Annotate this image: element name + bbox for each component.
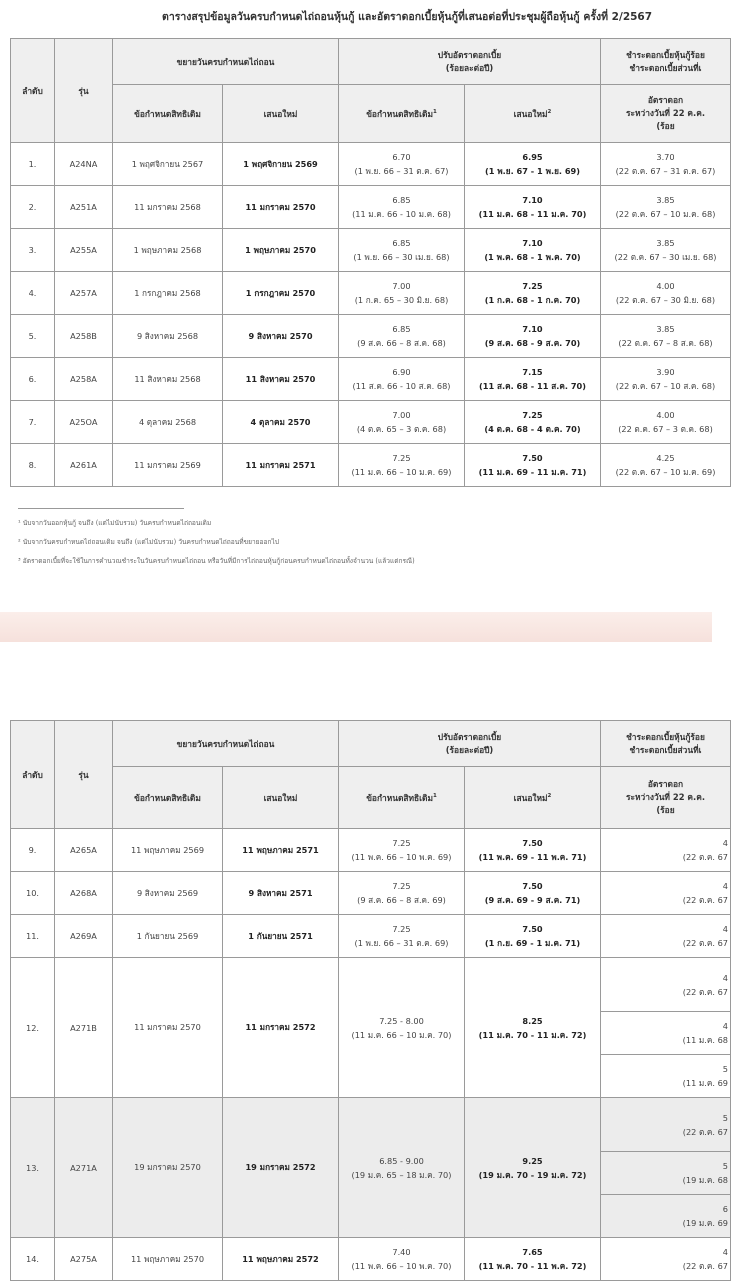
cell-new-rate (465, 1238, 601, 1281)
cell-new-date: 11 มกราคม 2570 (223, 186, 339, 229)
cell-series: A261A (55, 444, 113, 487)
cell-orig-date: 11 พฤษภาคม 2569 (113, 829, 223, 872)
header-pay-line2: ชำระดอกเบี้ยส่วนที่เ (629, 744, 702, 755)
header-pay-group (601, 721, 731, 767)
orig-rate-value: 6.70 (392, 152, 411, 162)
cell-new-rate (465, 872, 601, 915)
cell-new-rate (465, 143, 601, 186)
header-original-date: ข้อกำหนดสิทธิเดิม (113, 767, 223, 829)
footnote-2: ² นับจากวันครบกำหนดไถ่ถอนเดิม จนถึง (แต่ไม่นับรวม) วันครบกำหนดไถ่ถอนที่ขยายออกไป (18, 538, 279, 546)
new-rate-value: 7.50 (522, 881, 543, 891)
cell-pay-rate (601, 358, 731, 401)
cell-new-rate (465, 401, 601, 444)
cell-orig-rate (339, 315, 465, 358)
cell-series: A268A (55, 872, 113, 915)
header-pay-line1: ชำระดอกเบี้ยหุ้นกู้ร้อย (626, 49, 705, 60)
new-rate-period: (4 ต.ค. 68 - 4 ต.ค. 70) (484, 424, 581, 434)
header-rate-line2: (ร้อยละต่อปี) (445, 744, 494, 755)
footnote-ref-1: 1 (432, 108, 437, 115)
header-rate-line1: ปรับอัตราดอกเบี้ย (437, 49, 502, 60)
new-rate-period: (9 ส.ค. 69 - 9 ส.ค. 71) (484, 895, 581, 905)
cell-no: 4. (11, 272, 55, 315)
pay-rate-period: (19 ม.ค. 68 (682, 1175, 728, 1185)
new-rate-value: 9.25 (522, 1155, 543, 1166)
cell-orig-date: 9 สิงหาคม 2568 (113, 315, 223, 358)
cell-no: 13. (11, 1098, 55, 1238)
cell-series: A269A (55, 915, 113, 958)
header-pay-sub-line3: (ร้อย (656, 805, 675, 815)
pay-rate-value: 3.70 (656, 152, 675, 162)
cell-no: 11. (11, 915, 55, 958)
footnotes (18, 508, 698, 574)
header-proposed-rate-label: เสนอใหม่ (513, 108, 548, 119)
pay-rate-period: (22 ต.ค. 67 – 10 ม.ค. 68) (615, 209, 716, 219)
cell-pay-rate (601, 186, 731, 229)
cell-series: A255A (55, 229, 113, 272)
orig-rate-period: (11 พ.ค. 66 – 10 พ.ค. 69) (351, 852, 452, 862)
header-rate-group (339, 721, 601, 767)
header-proposed-date: เสนอใหม่ (223, 85, 339, 143)
table-row (11, 915, 731, 958)
new-rate-period: (1 พ.ย. 67 - 1 พ.ย. 69) (485, 166, 580, 176)
orig-rate-value: 7.00 (392, 410, 411, 420)
cell-new-date: 11 พฤษภาคม 2571 (223, 829, 339, 872)
footnote-1: ¹ นับจากวันออกหุ้นกู้ จนถึง (แต่ไม่นับรวม) วันครบกำหนดไถ่ถอนเดิม (18, 519, 212, 527)
cell-orig-rate (339, 915, 465, 958)
orig-rate-period: (1 พ.ย. 66 – 30 เม.ย. 68) (353, 252, 450, 262)
cell-orig-date: 1 พฤษภาคม 2568 (113, 229, 223, 272)
cell-orig-rate (339, 829, 465, 872)
header-rate-group (339, 39, 601, 85)
new-rate-value: 6.95 (522, 152, 543, 162)
table-row (11, 272, 731, 315)
table-row (11, 1098, 731, 1152)
pay-rate-value: 4 (722, 924, 728, 934)
bond-summary-table-2 (10, 720, 731, 1281)
footnote-ref-1: 1 (432, 792, 437, 799)
header-proposed-rate (465, 767, 601, 829)
cell-orig-rate (339, 1098, 465, 1238)
cell-orig-rate (339, 872, 465, 915)
pay-rate-value: 4.25 (656, 453, 675, 463)
cell-new-date: 9 สิงหาคม 2571 (223, 872, 339, 915)
table-row (11, 1238, 731, 1281)
cell-pay-rate (601, 401, 731, 444)
document-page-1 (0, 0, 717, 612)
cell-new-rate (465, 315, 601, 358)
header-series: รุ่น (55, 39, 113, 143)
cell-new-date: 1 พฤศจิกายน 2569 (223, 143, 339, 186)
table-row (11, 186, 731, 229)
cell-no: 6. (11, 358, 55, 401)
orig-rate-value: 7.25 - 8.00 (379, 1015, 424, 1026)
bond-summary-table-1 (10, 38, 731, 487)
header-no: ลำดับ (11, 39, 55, 143)
new-rate-period: (1 พ.ค. 68 - 1 พ.ค. 70) (484, 252, 581, 262)
new-rate-value: 7.10 (522, 195, 543, 205)
cell-new-rate (465, 186, 601, 229)
cell-orig-rate (339, 143, 465, 186)
orig-rate-period: (1 พ.ย. 66 – 31 ต.ค. 69) (354, 938, 449, 948)
header-original-rate-label: ข้อกำหนดสิทธิเดิม (366, 108, 433, 119)
new-rate-value: 8.25 (522, 1015, 543, 1026)
footnote-divider (18, 508, 184, 509)
pay-rate-value: 4 (722, 881, 728, 891)
cell-new-date: 11 มกราคม 2572 (223, 958, 339, 1098)
pay-rate-value: 5 (722, 1112, 728, 1123)
orig-rate-value: 7.25 (392, 453, 411, 463)
cell-new-rate (465, 958, 601, 1098)
pay-rate-value: 4.00 (656, 281, 675, 291)
cell-series: A275A (55, 1238, 113, 1281)
header-original-date: ข้อกำหนดสิทธิเดิม (113, 85, 223, 143)
page-title: ตารางสรุปข้อมูลวันครบกำหนดไถ่ถอนหุ้นกู้ และอัตราดอกเบี้ยหุ้นกู้ที่เสนอต่อที่ประชุมผู้ถือหุ้นกู้ ครั้งที่ 2/2567 (162, 11, 653, 23)
orig-rate-value: 6.85 (392, 195, 411, 205)
orig-rate-value: 6.85 - 9.00 (379, 1155, 424, 1166)
pay-rate-period: (22 ต.ค. 67 (682, 895, 728, 905)
new-rate-value: 7.25 (522, 410, 543, 420)
new-rate-period: (11 ม.ค. 70 - 11 ม.ค. 72) (478, 1029, 587, 1040)
cell-no: 12. (11, 958, 55, 1098)
pay-rate-period: (22 ต.ค. 67 – 31 ต.ค. 67) (615, 166, 716, 176)
orig-rate-period: (11 ม.ค. 66 – 10 ม.ค. 70) (351, 1029, 452, 1040)
new-rate-period: (11 ม.ค. 69 - 11 ม.ค. 71) (478, 467, 587, 477)
cell-orig-rate (339, 444, 465, 487)
cell-orig-rate (339, 958, 465, 1098)
cell-series: A271B (55, 958, 113, 1098)
cell-orig-date: 1 พฤศจิกายน 2567 (113, 143, 223, 186)
header-pay-line1: ชำระดอกเบี้ยหุ้นกู้ร้อย (626, 731, 705, 742)
header-original-rate (339, 767, 465, 829)
cell-orig-date: 11 พฤษภาคม 2570 (113, 1238, 223, 1281)
footnote-ref-2: 2 (547, 792, 552, 799)
table-row (11, 829, 731, 872)
pay-rate-period: (22 ต.ค. 67 – 10 ม.ค. 69) (615, 467, 716, 477)
page-divider (0, 612, 712, 642)
pay-rate-period: (22 ต.ค. 67 (682, 986, 728, 997)
header-pay-group (601, 39, 731, 85)
pay-rate-value: 3.85 (656, 238, 675, 248)
footnote-3: ³ อัตราดอกเบี้ยที่จะใช้ในการคำนวณชำระในวันครบกำหนดไถ่ถอน หรือวันที่มีการไถ่ถอนหุ้นกู้ก่อนครบกำหนดไถ่ถอนทั้งจำนวน (แล้วแต่กรณี) (18, 557, 415, 565)
cell-new-rate (465, 829, 601, 872)
cell-orig-rate (339, 1238, 465, 1281)
header-rate-line1: ปรับอัตราดอกเบี้ย (437, 731, 502, 742)
cell-new-date: 11 สิงหาคม 2570 (223, 358, 339, 401)
cell-pay-rate (601, 1012, 731, 1055)
pay-rate-value: 4 (722, 838, 728, 848)
cell-series: A265A (55, 829, 113, 872)
table-row (11, 143, 731, 186)
cell-no: 14. (11, 1238, 55, 1281)
cell-pay-rate (601, 272, 731, 315)
header-pay-sub-line1: อัตราดอก (647, 779, 684, 789)
header-pay-sub-line2: ระหว่างวันที่ 22 ค.ค. (625, 792, 705, 802)
cell-orig-date: 4 ตุลาคม 2568 (113, 401, 223, 444)
table-row (11, 872, 731, 915)
cell-series: A251A (55, 186, 113, 229)
orig-rate-value: 7.00 (392, 281, 411, 291)
cell-orig-date: 1 กรกฎาคม 2568 (113, 272, 223, 315)
header-original-rate-label: ข้อกำหนดสิทธิเดิม (366, 792, 433, 803)
cell-new-date: 1 กรกฎาคม 2570 (223, 272, 339, 315)
orig-rate-period: (9 ส.ค. 66 – 8 ส.ค. 69) (357, 895, 446, 905)
header-pay-sub (601, 767, 731, 829)
cell-pay-rate (601, 915, 731, 958)
pay-rate-value: 3.85 (656, 324, 675, 334)
orig-rate-value: 7.25 (392, 881, 411, 891)
cell-new-rate (465, 1098, 601, 1238)
cell-series: A258B (55, 315, 113, 358)
orig-rate-value: 7.40 (392, 1247, 411, 1257)
cell-orig-rate (339, 229, 465, 272)
cell-no: 1. (11, 143, 55, 186)
new-rate-period: (11 ส.ค. 68 - 11 ส.ค. 70) (479, 381, 586, 391)
cell-pay-rate (601, 315, 731, 358)
new-rate-value: 7.10 (522, 238, 543, 248)
footnote-ref-2: 2 (547, 108, 552, 115)
header-extend-group: ขยายวันครบกำหนดไถ่ถอน (113, 721, 339, 767)
cell-orig-date: 11 สิงหาคม 2568 (113, 358, 223, 401)
pay-rate-value: 4 (722, 1247, 728, 1257)
cell-new-date: 4 ตุลาคม 2570 (223, 401, 339, 444)
cell-new-rate (465, 915, 601, 958)
new-rate-period: (11 พ.ค. 70 - 11 พ.ค. 72) (478, 1261, 587, 1271)
new-rate-value: 7.15 (522, 367, 543, 377)
cell-new-date: 1 กันยายน 2571 (223, 915, 339, 958)
pay-rate-period: (22 ต.ค. 67 – 3 ต.ค. 68) (618, 424, 713, 434)
cell-orig-rate (339, 358, 465, 401)
pay-rate-value: 4.00 (656, 410, 675, 420)
cell-pay-rate (601, 1055, 731, 1098)
cell-new-rate (465, 229, 601, 272)
new-rate-period: (1 ก.ค. 68 - 1 ก.ค. 70) (484, 295, 581, 305)
orig-rate-value: 7.25 (392, 838, 411, 848)
orig-rate-period: (9 ส.ค. 66 – 8 ส.ค. 68) (357, 338, 446, 348)
orig-rate-period: (19 ม.ค. 65 – 18 ม.ค. 70) (351, 1169, 452, 1180)
pay-rate-period: (22 ต.ค. 67 (682, 852, 728, 862)
header-pay-sub-line2: ระหว่างวันที่ 22 ค.ค. (625, 108, 705, 118)
orig-rate-value: 7.25 (392, 924, 411, 934)
orig-rate-period: (11 พ.ค. 66 – 10 พ.ค. 70) (351, 1261, 452, 1271)
cell-new-date: 1 พฤษภาคม 2570 (223, 229, 339, 272)
cell-orig-date: 11 มกราคม 2569 (113, 444, 223, 487)
orig-rate-value: 6.90 (392, 367, 411, 377)
header-series: รุ่น (55, 721, 113, 829)
cell-series: A271A (55, 1098, 113, 1238)
cell-pay-rate (601, 872, 731, 915)
cell-new-rate (465, 358, 601, 401)
header-extend-group: ขยายวันครบกำหนดไถ่ถอน (113, 39, 339, 85)
pay-rate-value: 6 (722, 1204, 728, 1214)
table-row (11, 229, 731, 272)
pay-rate-value: 5 (722, 1161, 728, 1171)
table-row (11, 958, 731, 1012)
header-rate-line2: (ร้อยละต่อปี) (445, 62, 494, 73)
pay-rate-value: 4 (722, 972, 728, 983)
cell-orig-date: 11 มกราคม 2568 (113, 186, 223, 229)
header-pay-sub-line1: อัตราดอก (647, 95, 684, 105)
cell-pay-rate (601, 829, 731, 872)
pay-rate-value: 3.90 (656, 367, 675, 377)
cell-orig-date: 19 มกราคม 2570 (113, 1098, 223, 1238)
cell-series: A25OA (55, 401, 113, 444)
cell-pay-rate (601, 1152, 731, 1195)
cell-new-rate (465, 272, 601, 315)
cell-new-date: 11 มกราคม 2571 (223, 444, 339, 487)
cell-no: 10. (11, 872, 55, 915)
new-rate-value: 7.50 (522, 838, 543, 848)
cell-orig-rate (339, 401, 465, 444)
table-row (11, 444, 731, 487)
pay-rate-period: (22 ต.ค. 67 – 8 ส.ค. 68) (618, 338, 713, 348)
cell-orig-date: 9 สิงหาคม 2569 (113, 872, 223, 915)
header-original-rate (339, 85, 465, 143)
pay-rate-period: (22 ต.ค. 67 – 10 ส.ค. 68) (615, 381, 716, 391)
cell-orig-date: 1 กันยายน 2569 (113, 915, 223, 958)
header-pay-sub-line3: (ร้อย (656, 121, 675, 131)
cell-no: 5. (11, 315, 55, 358)
cell-pay-rate (601, 143, 731, 186)
header-proposed-date: เสนอใหม่ (223, 767, 339, 829)
orig-rate-period: (11 ม.ค. 66 - 10 ม.ค. 68) (352, 209, 451, 219)
cell-pay-rate (601, 958, 731, 1012)
orig-rate-period: (1 พ.ย. 66 – 31 ต.ค. 67) (354, 166, 449, 176)
cell-no: 2. (11, 186, 55, 229)
pay-rate-period: (22 ต.ค. 67 – 30 มิ.ย. 68) (615, 295, 716, 305)
new-rate-value: 7.65 (522, 1247, 543, 1257)
table-row (11, 401, 731, 444)
cell-new-date: 19 มกราคม 2572 (223, 1098, 339, 1238)
pay-rate-period: (11 ม.ค. 68 (682, 1035, 728, 1045)
header-pay-line2: ชำระดอกเบี้ยส่วนที่เ (629, 62, 702, 73)
pay-rate-period: (11 ม.ค. 69 (682, 1078, 728, 1088)
pay-rate-value: 3.85 (656, 195, 675, 205)
cell-no: 8. (11, 444, 55, 487)
header-proposed-rate-label: เสนอใหม่ (513, 792, 548, 803)
new-rate-period: (1 ก.ย. 69 - 1 ม.ค. 71) (484, 938, 581, 948)
pay-rate-period: (22 ต.ค. 67 – 30 เม.ย. 68) (614, 252, 717, 262)
new-rate-period: (19 ม.ค. 70 - 19 ม.ค. 72) (478, 1169, 587, 1180)
cell-pay-rate (601, 1238, 731, 1281)
new-rate-value: 7.50 (522, 924, 543, 934)
orig-rate-period: (11 ส.ค. 66 - 10 ส.ค. 68) (352, 381, 451, 391)
header-no: ลำดับ (11, 721, 55, 829)
orig-rate-value: 6.85 (392, 324, 411, 334)
new-rate-value: 7.10 (522, 324, 543, 334)
header-pay-sub (601, 85, 731, 143)
document-page-2 (0, 642, 728, 1280)
new-rate-value: 7.50 (522, 453, 543, 463)
cell-series: A258A (55, 358, 113, 401)
cell-series: A257A (55, 272, 113, 315)
pay-rate-value: 5 (722, 1064, 728, 1074)
cell-pay-rate (601, 444, 731, 487)
cell-pay-rate (601, 1098, 731, 1152)
cell-orig-date: 11 มกราคม 2570 (113, 958, 223, 1098)
cell-pay-rate (601, 1195, 731, 1238)
pay-rate-value: 4 (722, 1021, 728, 1031)
table-row (11, 315, 731, 358)
cell-series: A24NA (55, 143, 113, 186)
new-rate-period: (11 พ.ค. 69 - 11 พ.ค. 71) (478, 852, 587, 862)
new-rate-value: 7.25 (522, 281, 543, 291)
new-rate-period: (11 ม.ค. 68 - 11 ม.ค. 70) (478, 209, 587, 219)
cell-no: 7. (11, 401, 55, 444)
cell-pay-rate (601, 229, 731, 272)
cell-orig-rate (339, 186, 465, 229)
orig-rate-period: (4 ต.ค. 65 – 3 ต.ค. 68) (356, 424, 447, 434)
pay-rate-period: (22 ต.ค. 67 (682, 938, 728, 948)
cell-orig-rate (339, 272, 465, 315)
pay-rate-period: (22 ต.ค. 67 (682, 1261, 728, 1271)
cell-no: 3. (11, 229, 55, 272)
table-row (11, 358, 731, 401)
new-rate-period: (9 ส.ค. 68 - 9 ส.ค. 70) (484, 338, 581, 348)
pay-rate-period: (22 ต.ค. 67 (682, 1126, 728, 1137)
cell-no: 9. (11, 829, 55, 872)
header-proposed-rate (465, 85, 601, 143)
cell-new-rate (465, 444, 601, 487)
cell-new-date: 11 พฤษภาคม 2572 (223, 1238, 339, 1281)
orig-rate-period: (11 ม.ค. 66 – 10 ม.ค. 69) (351, 467, 452, 477)
orig-rate-value: 6.85 (392, 238, 411, 248)
pay-rate-period: (19 ม.ค. 69 (682, 1218, 728, 1228)
cell-new-date: 9 สิงหาคม 2570 (223, 315, 339, 358)
orig-rate-period: (1 ก.ค. 65 – 30 มิ.ย. 68) (354, 295, 449, 305)
